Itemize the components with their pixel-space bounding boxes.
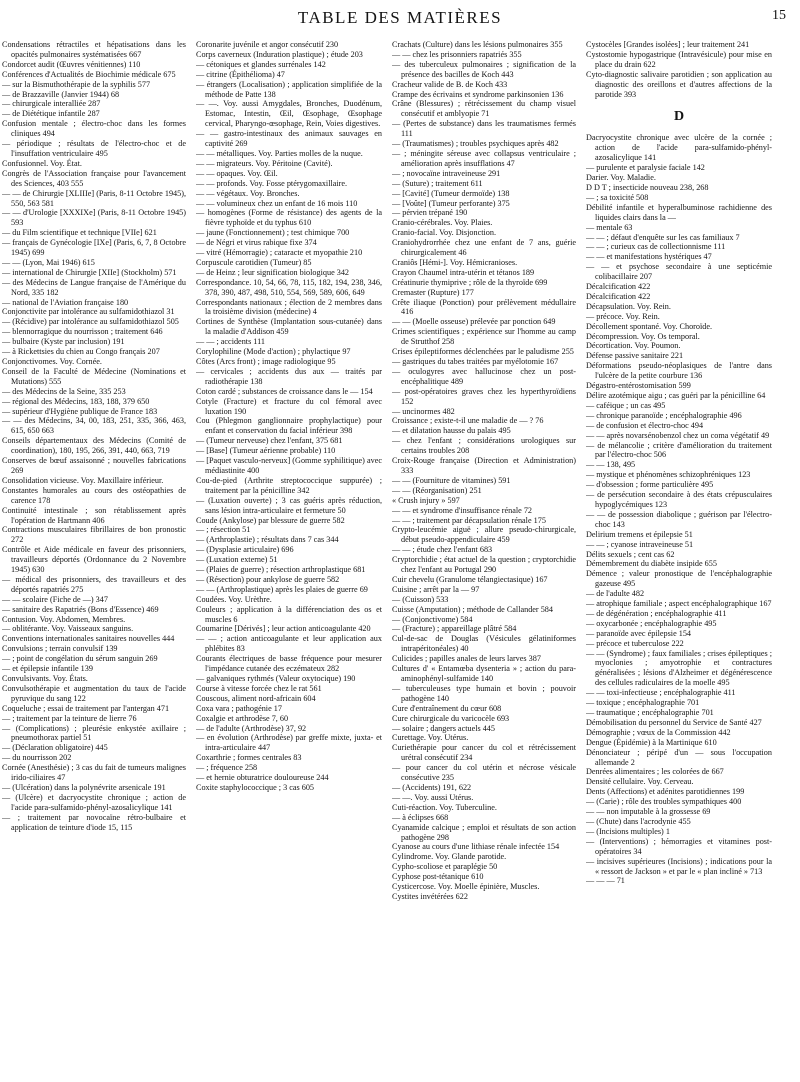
index-entry: Coxa vara ; pathogénie 17 [196,703,282,713]
index-entry: Crayon Chaumel intra-utérin et tétanos 189 [392,267,535,277]
index-entry: Delirium tremens et épilepsie 51 [586,529,693,539]
index-entry: — —. Voy. aussi Utérus. [392,792,474,802]
index-entry: — (Cuisson) 533 [392,594,449,604]
index-entry: Conseils départementaux des Médecins (Comité de coordination), 180, 195, 266, 391, 440, 663, 719 [2,436,186,456]
index-entry: Conférences d'Actualités de Biochimie médicale 675 [2,69,176,79]
index-entry: Curiethérapie pour cancer du col et rétrécissement urétral consécutif 234 [392,743,576,763]
index-entry: Cryptorchidie ; état actuel de la question ; cryptorchidie chez l'enfant au Portugal 290 [392,555,576,575]
index-entry: — médical des prisonniers, des travailleurs et des déportés rapatriés 275 [2,574,186,594]
index-entry: Dacryocystite chronique avec ulcère de la cornée ; action de l'acide para-sulfamido-phényl-azosalicylique 141 [586,133,772,163]
index-entry: — solaire ; dangers actuels 445 [392,723,495,733]
index-entry: — — métalliques. Voy. Parties molles de la nuque. [196,148,363,158]
index-entry: Conserves de bœuf assaisonné ; nouvelles fabrications 269 [2,456,186,475]
index-entry: — — scolaire (Fiche de —) 347 [2,594,108,604]
index-entry: — (Tumeur nerveuse) chez l'enfant, 375 681 [196,436,343,446]
index-entry: — — (Lyon, Mai 1946) 615 [2,257,95,267]
index-column-4 [586,40,772,1080]
index-entry: — pour cancer du col utérin et nécrose vésicale consécutive 235 [392,763,576,783]
index-entry: — gastriques du tabes traitées par myélotomie 167 [392,357,559,366]
index-entry: Démographie ; vœux de la Commission 442 [586,727,731,737]
index-entry: Craniôs [Hémi-]. Voy. Hémicranioses. [392,257,518,267]
index-entry: Condorcet audit (Œuvres vénitiennes) 110 [2,59,141,69]
index-entry: — chronique paranoïde ; encéphalographie 496 [586,410,742,420]
index-entry: Cremaster (Rupture) 177 [392,287,474,297]
index-entry: — national de l'Aviation française 180 [2,297,129,307]
index-entry: — (Résection) pour ankylose de guerre 582 [196,574,340,584]
index-entry: Cranio-cérébrales. Voy. Plaies. [392,218,493,228]
index-entry: Continuité intestinale ; son rétablissement après l'opération de Hartmann 406 [2,505,186,525]
index-entry: Corpuscule carotidien (Tumeur) 85 [196,257,312,267]
index-entry: Croissance ; existe-t-il une maladie de — ? 76 [392,416,544,426]
index-entry: Congrès de l'Association française pour l'avancement des Sciences, 403 555 [2,168,186,188]
index-entry: Coqueluche ; essai de traitement par l'antergan 471 [2,703,170,713]
index-entry: Coxalgie et arthrodèse 7, 60 [196,713,289,723]
index-entry: — et dilatation hausse du palais 495 [392,426,511,436]
running-title: TABLE DES MATIÈRES [297,8,503,27]
index-entry: Créatinurie thymiprive ; rôle de la thyroïde 699 [392,277,548,287]
index-entry: — de Négri et virus rabique fixe 374 [196,238,317,248]
index-entry: — uncinormes 482 [392,406,455,416]
index-entry: — (Suture) ; traitement 611 [392,178,483,188]
index-entry: Constantes humorales au cours des ostéopathies de carence 178 [2,485,186,505]
index-entry: — oblitérante. Voy. Vaisseaux sanguins. [2,624,134,634]
index-entry: — — (Réorganisation) 251 [392,485,482,495]
index-entry: — de Diététique infantile 287 [2,109,100,119]
index-entry: — ; fréquence 258 [196,763,258,773]
index-entry: Cotyle (Fracture) et fracture du col fémoral avec luxation 190 [196,396,382,416]
index-entry: Crampe des écrivains et syndrome parkinsonien 136 [392,89,564,99]
index-entry: — — après novarsénobenzol chez un coma végétatif 49 [586,430,770,440]
index-entry: Coumarine [Dérivés] ; leur action anticoagulante 420 [196,624,371,634]
index-entry: Confusionnel. Voy. État. [2,158,82,168]
index-entry: Cure chirurgicale du varicocèle 693 [392,713,510,723]
index-entry: — sur la Bismuthothérapie de la syphilis 577 [2,79,151,89]
index-column-2 [196,40,382,1080]
index-entry: — traumatique ; encéphalographie 701 [586,708,714,717]
index-entry: Corylophiline (Mode d'action) ; phylactique 97 [196,347,351,357]
index-entry: Contrôle et Aide médicale en faveur des prisonniers, travailleurs déportés (Ordonnance du 2 Novembre 1945) 630 [2,545,186,575]
index-entry: Crachats (Culture) dans les lésions pulmonaires 355 [392,40,563,49]
index-entry: — à Rickettsies du chien au Congo français 207 [2,347,160,357]
index-entry: — de persécution secondaire à des états crépusculaires hypoglycémiques 123 [586,490,772,509]
index-column-3 [392,40,576,1080]
index-entry: — de Heinz ; leur signification biologique 342 [196,267,350,277]
index-entry: — du nourrisson 202 [2,753,72,763]
index-entry: Crises épileptiformes déclenchées par le paludisme 255 [392,347,574,357]
index-entry: — supérieur d'Hygiène publique de France 183 [2,406,158,416]
index-entry: — — ; traitement par décapsulation rénale 175 [392,515,546,525]
index-entry: — de l'adulte 482 [586,589,645,599]
index-entry: — (Chute) dans l'acrodynie 455 [586,816,691,826]
index-entry: — de dégénération ; encéphalographie 411 [586,608,727,618]
index-entry: — (Interventions) ; hémorragies et vitamines post-opératoires 34 [586,836,772,856]
index-entry: Coude (Ankylose) par blessure de guerre 582 [196,515,345,525]
index-entry: Culicides ; papilles anales de leurs larves 387 [392,654,541,664]
index-entry: Densité cellulaire. Voy. Cerveau. [586,777,694,787]
index-entry: — ; traitement par novocaïne rétro-bulbaire et application de teinture d'iode 15, 115 [2,812,186,832]
index-entry: — précoce et tuberculose 222 [586,638,684,648]
index-entry: Délire azotémique aigu ; cas guéri par la pénicilline 64 [586,391,766,400]
index-entry: Corps caverneux (Induration plastique) ; étude 203 [196,49,363,59]
index-entry: — [Cavité] (Tumeur dermoïde) 138 [392,188,510,198]
index-entry: Cul-de-sac de Douglas (Vésicules gélatiniformes intrapéritonéales) 40 [392,634,576,654]
index-entry: Confusion mentale ; électro-choc dans les formes cliniques 494 [2,119,186,139]
index-entry: — oxycarbonée ; encéphalographie 495 [586,618,717,628]
index-entry: — — (Fourniture de vitamines) 591 [392,475,511,485]
index-entry: — — de possession diabolique ; guérison par l'électro-choc 143 [586,509,772,529]
index-entry: Correspondants nationaux ; élection de 2 membres dans la troisième division (médecine) 4 [196,297,382,317]
index-entry: — périodique ; résultats de l'électro-choc et de l'insuffation ventriculaire 495 [2,139,186,158]
index-entry: Coxite staphylococcique ; 3 cas 605 [196,782,315,792]
index-entry: Conjonctivite par intolérance au sulfamidothiazol 31 [2,307,175,317]
index-entry: Cylindrome. Voy. Glande parotide. [392,852,507,862]
index-entry: Conjonctivomes. Voy. Cornée. [2,357,102,366]
index-entry: — — toxi-infectieuse ; encéphalographie 411 [586,688,736,698]
index-entry: — (Accidents) 191, 622 [392,782,472,792]
index-entry: — — — 71 [586,876,625,886]
index-entry: D D T ; insecticide nouveau 238, 268 [586,182,709,192]
index-entry: — à éclipses 668 [392,812,449,822]
index-entry: Dénonciateur ; péripé d'un — sous l'occupation allemande 2 [586,747,772,767]
index-entry: Démence ; valeur pronostique de l'encéphalographie gazeuse 495 [586,569,772,589]
index-entry: Crête iliaque (Ponction) pour prélèvement médullaire 416 [392,297,576,317]
index-entry: — des Médecins de Langue française de l'Amérique du Nord, 335 182 [2,277,186,297]
index-entry: — caféique ; un cas 495 [586,400,666,410]
index-entry: — sanitaire des Rapatriés (Bons d'Essence) 469 [2,604,159,614]
index-entry: — (Ulcère) et dacryocystite chronique ; action de l'acide para-sulfamido-phényl-azosalicylique 141 [2,792,186,812]
index-entry: — homogènes (Forme de résistance) des agents de la fièvre typhoïde et du typhus 610 [196,208,382,228]
index-entry: — — ; étude chez l'enfant 683 [392,545,493,555]
index-entry: Coronarite juvénile et angor consécutif 230 [196,40,339,49]
index-entry: Démembrement du diabète insipide 655 [586,559,717,569]
index-entry: — de confusion et électro-choc 494 [586,420,704,430]
index-entry: Crâne (Blessures) ; rétrécissement du champ visuel consécutif et amblyopie 71 [392,99,576,119]
index-entry: — et épilepsie infantile 139 [2,664,93,674]
page-header [0,8,800,34]
index-entry: Couleurs ; application à la différenciation des os et muscles 6 [196,604,382,624]
index-entry: — — (Arthroplastique) après les plaies de guerre 69 [196,584,368,594]
index-column-1 [2,40,186,1080]
index-entry: Cyphose post-tétanique 610 [392,872,484,882]
index-entry: — ; méningite séreuse avec collapsus ventriculaire ; amélioration après insufflations 47 [392,148,576,168]
index-entry: Décapsulation. Voy. Rein. [586,301,671,311]
index-entry: — citrine (Épithélioma) 47 [196,69,285,79]
index-entry: Cyanamide calcique ; emploi et résultats de son action pathogène 298 [392,822,576,842]
index-entry: Déformations pseudo-néoplasiques de l'antre dans l'ulcère de la petite courbure 136 [586,361,772,381]
index-entry: — (Traumatismes) ; troubles psychiques après 482 [392,139,559,149]
index-entry: — de l'adulte (Arthrodèse) 37, 92 [196,723,307,733]
index-entry: Cuisine ; arrêt par la — 97 [392,584,480,594]
index-entry: — — 138, 495 [586,460,636,470]
index-entry: Consolidation vicieuse. Voy. Maxillaire inférieur. [2,475,164,485]
index-entry: — — gastro-intestinaux des animaux sauvages en captivité 269 [196,129,382,149]
index-entry: Cysticercose. Voy. Moelle épinière, Muscles. [392,882,540,892]
index-entry: Contractions musculaires fibrillaires de bon pronostic 272 [2,525,186,545]
index-entry: — chez l'enfant ; considérations urologiques sur certains troubles 208 [392,436,576,456]
index-entry: — des tuberculeux pulmonaires ; signification de la présence des bacilles de Koch 443 [392,59,576,79]
index-entry: — — (Syndrome) ; faux familiales ; crises épileptiques ; myoclonies ; amyotrophie et contractures généralisées ; lésions d'Alzheimer et dégénérescence des cellules radiculaires de la moelle 495 [586,648,772,688]
index-entry: — tuberculeuses type humain et bovin ; pouvoir pathogène 140 [392,683,576,703]
index-entry: — chirurgicale interalliée 287 [2,99,101,109]
index-entry: Dégastro-entérostomisation 599 [586,381,691,391]
index-entry: — — profonds. Voy. Fosse ptérygomaxillaire. [196,178,348,188]
index-entry: Convulsothérapie et augmentation du taux de l'acide pyruvique du sang 122 [2,683,186,703]
index-entry: Courants électriques de basse fréquence pour mesurer l'impédance cutanée des eczémateux 282 [196,654,382,674]
index-entry: — —. Voy. aussi Amygdales, Bronches, Duodénum, Estomac, Intestin, Œil, Œsophage, Œsophage cervical, Pharyngo-œsophage, Rein, Voies digestives. [196,99,382,129]
index-entry: — post-opératoires graves chez les hyperthyroïdiens 152 [392,386,576,406]
index-entry: Défense passive sanitaire 221 [586,351,684,361]
index-entry: — (Arthroplastie) ; résultats dans 7 cas 344 [196,535,339,545]
index-entry: Cystostomie hypogastrique (Intravésicule) pour mise en place du drain 622 [586,49,772,69]
index-entry: — vitré (Hémorragie) ; cataracte et myopathie 210 [196,248,363,258]
index-entry: — — opaques. Voy. Œil. [196,168,278,178]
index-entry: « Crush injury » 597 [392,495,460,505]
index-entry: Correspondance. 10, 54, 66, 78, 115, 182, 194, 238, 346, 378, 390, 487, 498, 510, 554, 569, 589, 606, 649 [196,277,382,297]
index-entry: — en évolution (Arthrodèse) par greffe mixte, juxta- et intra-articulaire 447 [196,733,382,753]
index-entry: — mystique et phénomènes schizophréniques 123 [586,470,751,480]
index-entry: — — ; accidents 111 [196,337,265,347]
index-entry: — étrangers (Localisation) ; application simplifiée de la méthode de Patte 138 [196,79,382,99]
index-entry: — (Fracture) ; appareillage plâtré 584 [392,624,517,634]
index-entry: — — ; défaut d'enquête sur les cas familiaux 7 [586,232,740,242]
index-entry: — paranoïde avec épilepsie 154 [586,628,692,638]
index-entry: Course à vitesse forcée chez le rat 561 [196,683,322,693]
index-entry: — toxique ; encéphalographie 701 [586,698,700,708]
index-entry: Cuti-réaction. Voy. Tuberculine. [392,802,497,812]
index-entry: — oculogyres avec hallucinose chez un post-encéphalitique 489 [392,366,576,386]
index-entry: — atrophique familiale ; aspect encéphalographique 167 [586,599,772,609]
index-entry: — de Brazzaville (Janvier 1944) 68 [2,89,120,99]
index-entry: Conventions internationales sanitaires nouvelles 444 [2,634,175,644]
index-entry: — incisives supérieures (Incisions) ; indications pour la « ressort de Jackson » et par le « plan incliné » 713 [586,856,772,876]
index-entry: — — ; action anticoagulante et leur application aux phlébites 83 [196,634,382,654]
index-entry: Contusion. Voy. Abdomen, Membres. [2,614,126,624]
index-entry: — (Dysplasie articulaire) 696 [196,545,294,555]
index-entry: — — d'Urologie [XXXIXe] (Paris, 8-11 Octobre 1945) 593 [2,208,186,228]
index-entry: — (Ulcération) dans la polynévrite arsenicale 191 [2,782,166,792]
index-entry: — (Pertes de substance) dans les traumatismes fermés 111 [392,119,576,139]
index-entry: — — et syndrome d'insuffisance rénale 72 [392,505,533,515]
index-entry: — international de Chirurgie [XIIe] (Stockholm) 571 [2,267,177,277]
index-entry: — — végétaux. Voy. Bronches. [196,188,300,198]
index-entry: Coudées. Voy. Urèthre. [196,594,272,604]
index-entry: Cystocèles [Grandes isolées] ; leur traitement 241 [586,40,750,49]
index-entry: — ; résection 51 [196,525,251,535]
index-entry: Couscous, aliment nord-africain 604 [196,693,316,703]
index-entry: Décalcification 422 [586,291,651,301]
index-entry: — (Complications) ; pleurésie enkystée axillaire ; pneumothorax partiel 51 [2,723,186,743]
index-entry: Délits sexuels ; cent cas 62 [586,549,675,559]
index-entry: Dents (Affections) et adénites parotidiennes 199 [586,787,745,797]
index-entry: — ; sa toxicité 508 [586,192,649,202]
index-entry: Cystites invétérées 622 [392,891,468,901]
index-entry: — [Voûte] (Tumeur perforante) 375 [392,198,510,208]
index-entry: — ; point de congélation du sérum sanguin 269 [2,654,158,664]
index-entry: — — (Moelle osseuse) prélevée par ponction 649 [392,317,556,327]
index-entry: — du Film scientifique et technique [VIIe] 621 [2,228,157,238]
index-entry: — — chez les prisonniers rapatriés 355 [392,49,522,59]
index-entry: — (Récidive) par intolérance au sulfamidothiazol 505 [2,317,179,327]
index-entry: Cuisse (Amputation) ; méthode de Callander 584 [392,604,553,614]
index-entry: Croix-Rouge française (Direction et Administration) 333 [392,456,576,475]
index-entry: Denrées alimentaires ; les colorées de 667 [586,767,724,777]
index-entry: — (Incisions multiples) 1 [586,826,670,836]
index-entry: Crimes scientifiques ; expérience sur l'homme au camp de Strutthof 258 [392,327,576,347]
index-entry: — blennorragique du nourrisson ; traitement 646 [2,327,163,337]
index-entry: — — des Médecins, 34, 00, 183, 251, 335, 366, 463, 615, 650 663 [2,416,186,436]
index-entry: — — non imputable à la grossesse 69 [586,807,711,817]
index-entry: — — ; cyanose intraveineuse 51 [586,539,694,549]
index-entry: — (Luxation externe) 51 [196,555,278,565]
index-entry: Cuir chevelu (Granulome télangiectasique) 167 [392,574,548,584]
index-entry: Curettage. Voy. Utérus. [392,733,469,743]
index-entry: — — de Chirurgie [XLIIIe] (Paris, 8-11 Octobre 1945), 550, 563 581 [2,188,186,208]
index-entry: Craniohydrorrhée chez une enfant de 7 ans, guérie chirurgicalement 46 [392,238,576,258]
index-entry: Cou-de-pied (Arthrite streptococcique suppurée) ; traitement par la pénicilline 342 [196,475,382,495]
index-entry: — et hernie obturatrice douloureuse 244 [196,773,329,783]
index-entry: Démobilisation du personnel du Service de Santé 427 [586,717,762,727]
index-entry: Débilité infantile et hyperalbuminose rachidienne des liquides clairs dans la — [586,202,772,222]
index-entry: Cultures d' « Entamœba dysenteria » ; action du para-aminophényl-sulfamide 140 [392,664,576,683]
index-entry: — — ; curieux cas de collectionnisme 111 [586,242,726,252]
index-entry: — (Luxation ouverte) ; 3 cas guéris après réduction, sans lésion intra-articulaire et fermeture 50 [196,495,382,515]
index-entry: — bulbaire (Kyste par inclusion) 191 [2,337,125,347]
index-entry: Cou (Phlegmon ganglionnaire prophylactique) pour enfant et conservation du facial inférieur 398 [196,416,382,436]
index-columns [0,40,800,1080]
index-entry: Darier. Voy. Maladie. [586,173,656,183]
index-entry: Cornée (Anesthésie) ; 3 cas du fait de tumeurs malignes irido-ciliaires 47 [2,763,186,783]
index-entry: — précoce. Voy. Rein. [586,311,660,321]
index-entry: — d'obsession ; forme particulière 495 [586,480,714,490]
index-entry: Décompression. Voy. Os temporal. [586,331,700,341]
index-entry: — régional des Médecins, 183, 188, 379 650 [2,396,150,406]
index-entry: — ; traitement par la teinture de lierre 76 [2,713,137,723]
index-entry: — cétoniques et glandes surrénales 142 [196,59,326,69]
index-entry: — (Carie) ; rôle des troubles sympathiques 400 [586,797,742,807]
index-entry: Coxarthrie ; formes centrales 83 [196,753,302,763]
index-entry: — — volumineux chez un enfant de 16 mois 110 [196,198,358,208]
index-entry: Cypho-scoliose et paraplégie 50 [392,862,498,872]
index-entry: — pérvien trépané 190 [392,208,468,218]
index-entry: Dengue (Épidémie) à la Martinique 610 [586,737,717,747]
index-entry: Cyto-diagnostic salivaire parotidien ; son application au diagnostic des oreillons et d'autres affections de la parotide 393 [586,69,772,99]
index-entry: — purulente et paralysie faciale 142 [586,163,705,173]
index-entry: — (Déclaration obligatoire) 445 [2,743,108,753]
index-entry: — (Plaies de guerre) ; résection arthroplastique 681 [196,565,366,575]
index-entry: — ; novocaïne intraveineuse 291 [392,168,501,178]
index-entry: — mentale 63 [586,222,633,232]
index-entry: Convulsions ; terrain convulsif 139 [2,644,118,654]
index-entry: — — et psychose secondaire à une septicémie colibacillaire 207 [586,262,772,282]
index-entry: Côtes (Arcs front) ; image radiologique 95 [196,357,336,366]
index-entry: — français de Gynécologie [IXe] (Paris, 6, 7, 8 Octobre 1945) 699 [2,238,186,258]
index-entry: Cortines de Synthèse (Implantation sous-cutanée) dans la maladie d'Addison 459 [196,317,382,337]
index-entry: — (Conjonctivome) 584 [392,614,473,624]
index-entry: Décalcification 422 [586,282,651,292]
index-entry: Crypto-leucémie aiguë ; allure pseudo-chirurgicale, début pseudo-appendiculaire 459 [392,525,576,545]
index-entry: — — migrateurs. Voy. Péritoine (Cavité). [196,158,333,168]
page-number: 15 [772,8,786,23]
index-entry: Cure d'entraînement du cœur 608 [392,703,502,713]
index-entry: Convulsivants. Voy. États. [2,674,88,683]
index-entry: Décollement spontané. Voy. Choroïde. [586,321,713,331]
index-entry: — [Base] (Tumeur aérienne probable) 110 [196,446,336,456]
index-entry: — de mélancolie ; critère d'amélioration du traitement par l'électro-choc 506 [586,440,772,460]
index-entry: — des Médecins de la Seine, 335 253 [2,386,126,396]
section-letter: D [673,109,685,125]
index-entry: Décortication. Voy. Poumon. [586,341,681,351]
index-entry: Condensations rétractiles et hépatisations dans les opacités pulmonaires systématisées 667 [2,40,186,59]
index-entry: — — et manifestations hystériques 47 [586,252,712,262]
index-entry: Coton cardé ; substances de croissance dans le — 154 [196,386,373,396]
index-entry: — galvaniques rythmés (Valeur oxytocique) 190 [196,674,356,683]
index-entry: — [Paquet vasculo-nerveux] (Gomme syphilitique) avec médiastinite 400 [196,456,382,475]
index-entry: Cracheur valide de B. de Koch 433 [392,79,508,89]
index-entry: Cranio-facial. Voy. Disjonction. [392,228,496,238]
index-entry: Cyanose au cours d'une lithiase rénale infectée 154 [392,842,560,852]
index-entry: — cervicales ; accidents dus aux — traités par radiothérapie 138 [196,366,382,386]
index-entry: — jaune (Fonctionnement) ; test chimique 700 [196,228,350,238]
index-entry: Conseil de la Faculté de Médecine (Nominations et Mutations) 555 [2,366,186,386]
